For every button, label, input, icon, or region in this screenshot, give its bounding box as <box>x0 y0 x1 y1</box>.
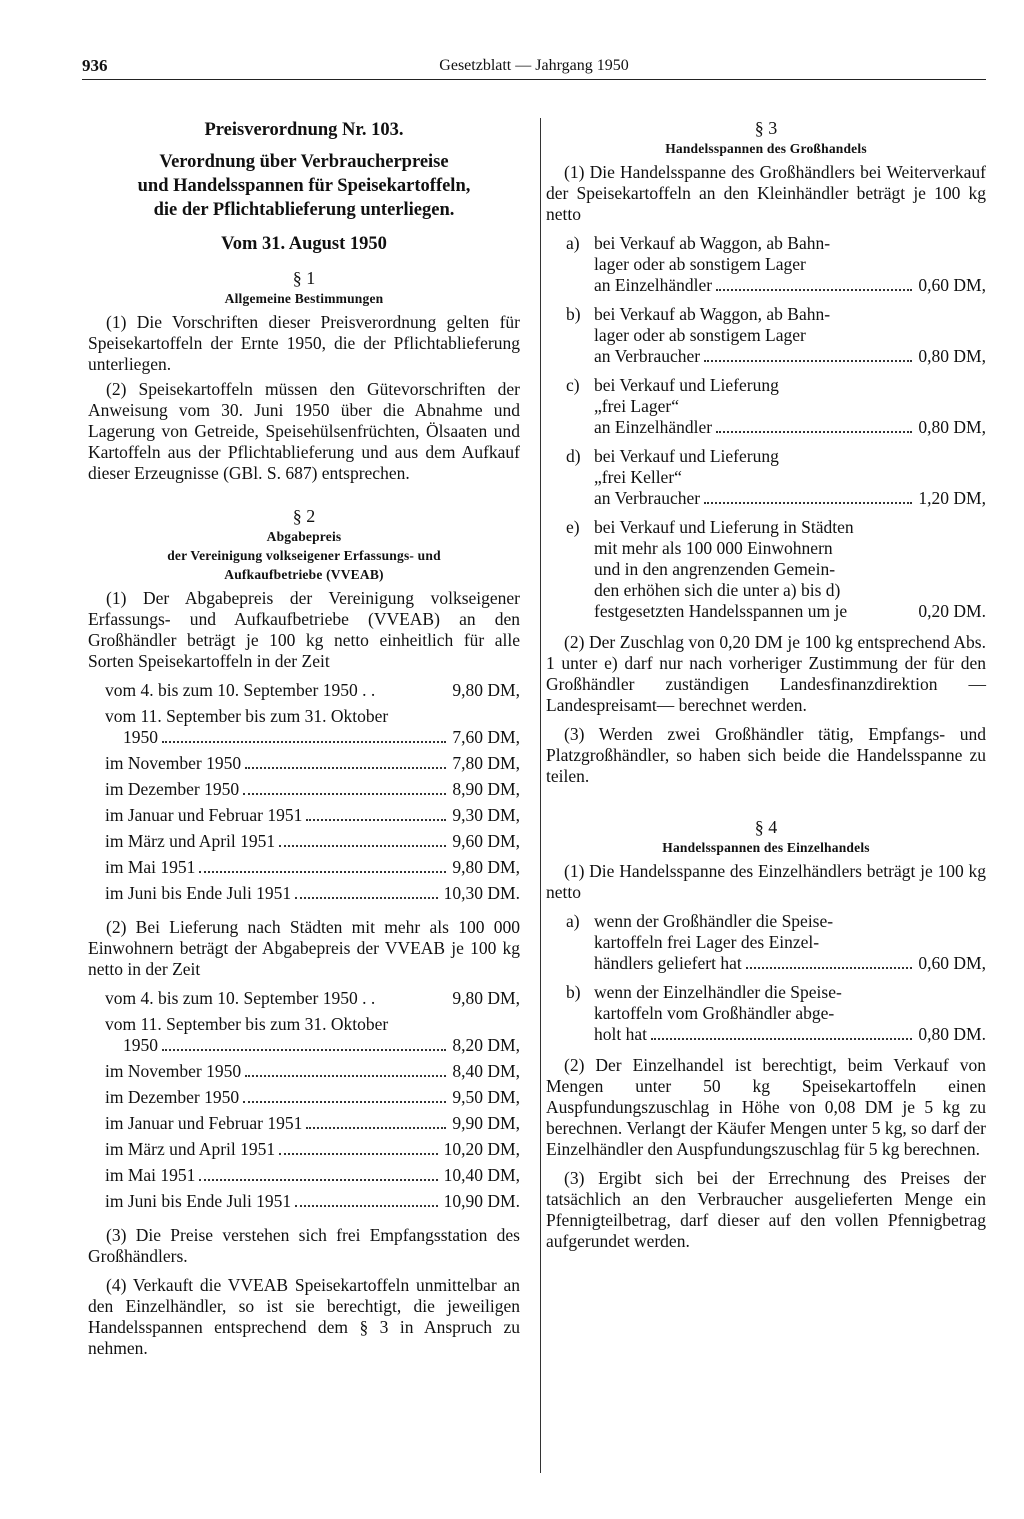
page-header <box>82 55 986 80</box>
price-table-1 <box>105 680 520 909</box>
section-2-paragraph-3: (3) Die Preise verstehen sich frei Empfangsstation des Großhändlers. <box>88 1225 520 1266</box>
page-number: 936 <box>82 56 108 75</box>
section-2-heading-line-3: Aufkaufbetriebe (VVEAB) <box>224 567 384 582</box>
leader-dots <box>716 431 912 433</box>
section-2-paragraph-1: (1) Der Abgabepreis der Vereinigung volkseigener Erfassungs- und Aufkaufbetriebe (VVEAB) an den Großhändler beträgt je 100 kg netto einheitlich für alle Sorten Speisekartoffeln in der Zeit <box>88 588 520 671</box>
section-3-number: § 3 <box>754 118 778 138</box>
leader-dots <box>162 741 446 743</box>
section-2-number: § 2 <box>292 506 316 526</box>
section-3-paragraph-3: (3) Werden zwei Großhändler tätig, Empfangs- und Platzgroßhändler, so haben sich beide die Handelsspanne zu teilen. <box>546 724 986 786</box>
leader-dots <box>245 767 446 769</box>
running-title: Gesetzblatt — Jahrgang 1950 <box>439 57 629 74</box>
section-3-heading: Handelsspannen des Großhandels <box>665 141 867 156</box>
leader-dots <box>295 1205 437 1207</box>
leader-dots <box>651 1038 912 1040</box>
item-marker: b) <box>566 304 581 324</box>
ordinance-number: Preisverordnung Nr. 103. <box>204 120 404 140</box>
section-4-paragraph-3: (3) Ergibt sich bei der Errechnung des Preises der tatsächlich an den Verbraucher ausgelieferten Menge ein Pfennigteilbetrag, darf dieser auf den vollen Pfennigbetrag aufgerundet werden. <box>546 1168 986 1251</box>
section-1-paragraph-1: (1) Die Vorschriften dieser Preisverordnung gelten für Speisekartoffeln der Ernte 1950, die der Pflichtablieferung unterliegen. <box>88 312 520 374</box>
list-item: b) bei Verkauf ab Waggon, ab Bahn- lager oder ab sonstigem Lager an Verbraucher 0,80 DM, <box>546 304 986 367</box>
leader-dots <box>295 897 437 899</box>
item-marker: e) <box>566 517 580 537</box>
leader-dots <box>746 967 913 969</box>
section-3-paragraph-2: (2) Der Zuschlag von 0,20 DM je 100 kg entsprechend Abs. 1 unter e) darf nur nach vorheriger Zustimmung der für den Großhändler zuständigen Landesfinanzdirektion —Landespreisamt— berechnet werden. <box>546 632 986 715</box>
list-item: d) bei Verkauf und Lieferung „frei Keller“ an Verbraucher 1,20 DM, <box>546 446 986 509</box>
list-item: e) bei Verkauf und Lieferung in Städten mit mehr als 100 000 Einwohnern und in den angrenzenden Gemein- den erhöhen sich die unter a) bis d) festgesetzten Handelsspannen um je 0,20 DM. <box>546 517 986 622</box>
section-2-paragraph-2: (2) Bei Lieferung nach Städten mit mehr als 100 000 Einwohnern beträgt der Abgabepreis der VVEAB je 100 kg netto in der Zeit <box>88 917 520 979</box>
table-row: 1950 8,20 DM, <box>123 1035 520 1055</box>
leader-dots <box>162 1049 446 1051</box>
leader-dots <box>199 871 446 873</box>
leader-dots <box>199 1179 437 1181</box>
list-item: b) wenn der Einzelhändler die Speise- kartoffeln vom Großhändler abge- holt hat 0,80 DM. <box>546 982 986 1045</box>
ordinance-date: Vom 31. August 1950 <box>221 234 387 254</box>
section-1-number: § 1 <box>292 268 316 288</box>
table-row: im Dezember 1950 8,90 DM, <box>105 779 520 799</box>
list-item: a) bei Verkauf ab Waggon, ab Bahn- lager oder ab sonstigem Lager an Einzelhändler 0,60 DM, <box>546 233 986 296</box>
leader-dots <box>306 819 446 821</box>
table-row: im März und April 1951 10,20 DM, <box>105 1139 520 1159</box>
list-item: c) bei Verkauf und Lieferung „frei Lager“ an Einzelhändler 0,80 DM, <box>546 375 986 438</box>
table-row: im Mai 1951 10,40 DM, <box>105 1165 520 1185</box>
table-row: vom 11. September bis zum 31. Oktober <box>105 706 389 726</box>
table-row: im November 1950 8,40 DM, <box>105 1061 520 1081</box>
retail-margin-list <box>546 911 986 1045</box>
section-2-heading-line-1: Abgabepreis <box>266 529 342 544</box>
table-row: im Mai 1951 9,80 DM, <box>105 857 520 877</box>
leader-dots <box>704 360 912 362</box>
ordinance-title-line-1: Verordnung über Verbraucherpreise <box>159 152 449 172</box>
leader-dots <box>704 502 912 504</box>
section-1-paragraph-2: (2) Speisekartoffeln müssen den Gütevorschriften der Anweisung vom 30. Juni 1950 über die Abnahme und Lagerung von Getreide, Speisehülsenfrüchten, Ölsaaten und Kartoffeln aus der Pflichtablieferung und aus dem Aufkauf dieser Erzeugnisse (GBl. S. 687) entsprechen. <box>88 379 520 483</box>
section-2-heading-line-2: der Vereinigung volkseigener Erfassungs- und <box>167 548 441 563</box>
section-1-heading: Allgemeine Bestimmungen <box>224 291 384 306</box>
table-row: vom 4. bis zum 10. September 1950 . . 9,80 DM, <box>105 680 520 700</box>
leader-dots <box>716 289 912 291</box>
item-marker: a) <box>566 233 580 253</box>
item-marker: d) <box>566 446 581 466</box>
table-row: vom 11. September bis zum 31. Oktober <box>105 1014 389 1034</box>
leader-dots <box>245 1075 446 1077</box>
table-row: im Januar und Februar 1951 9,90 DM, <box>105 1113 520 1133</box>
section-4-number: § 4 <box>754 817 778 837</box>
price-table-2 <box>105 988 520 1217</box>
table-row: im Dezember 1950 9,50 DM, <box>105 1087 520 1107</box>
section-4-paragraph-2: (2) Der Einzelhandel ist berechtigt, beim Verkauf von Mengen unter 50 kg Speisekartoffeln einen Auspfundungszuschlag in Höhe von 0,08 DM je 5 kg zu berechnen. Verlangt der Käufer Mengen unter 5 kg, so darf der Einzelhändler den Auspfundungszuschlag für 5 kg berechnen. <box>546 1055 986 1159</box>
leader-dots <box>306 1127 446 1129</box>
item-marker: b) <box>566 982 581 1002</box>
wholesale-margin-list <box>546 233 986 622</box>
section-4-paragraph-1: (1) Die Handelsspanne des Einzelhändlers beträgt je 100 kg netto <box>546 861 986 902</box>
section-4-heading: Handelsspannen des Einzelhandels <box>662 840 870 855</box>
ordinance-title-line-3: die der Pflichtablieferung unterliegen. <box>153 200 455 220</box>
left-column <box>88 118 520 1359</box>
table-row: 1950 7,60 DM, <box>123 727 520 747</box>
table-row: im November 1950 7,80 DM, <box>105 753 520 773</box>
table-row: vom 4. bis zum 10. September 1950 . . 9,80 DM, <box>105 988 520 1008</box>
right-column <box>546 118 986 1252</box>
leader-dots <box>279 1153 438 1155</box>
table-row: im Juni bis Ende Juli 1951 10,30 DM. <box>105 883 520 903</box>
leader-dots <box>243 793 446 795</box>
section-2-paragraph-4: (4) Verkauft die VVEAB Speisekartoffeln unmittelbar an den Einzelhändler, so ist sie berechtigt, die jeweiligen Handelsspannen entsprechend dem § 3 in Anspruch zu nehmen. <box>88 1275 520 1358</box>
section-3-paragraph-1: (1) Die Handelsspanne des Großhändlers bei Weiterverkauf der Speisekartoffeln an den Kleinhändler beträgt je 100 kg netto <box>546 162 986 224</box>
item-marker: c) <box>566 375 580 395</box>
table-row: im März und April 1951 9,60 DM, <box>105 831 520 851</box>
leader-dots <box>279 845 446 847</box>
ordinance-title-line-2: und Handelsspannen für Speisekartoffeln, <box>137 176 471 196</box>
table-row: im Juni bis Ende Juli 1951 10,90 DM. <box>105 1191 520 1211</box>
list-item: a) wenn der Großhändler die Speise- kartoffeln frei Lager des Einzel- händlers geliefert hat 0,60 DM, <box>546 911 986 974</box>
column-divider <box>540 118 541 1473</box>
table-row: im Januar und Februar 1951 9,30 DM, <box>105 805 520 825</box>
leader-dots <box>243 1101 446 1103</box>
item-marker: a) <box>566 911 580 931</box>
